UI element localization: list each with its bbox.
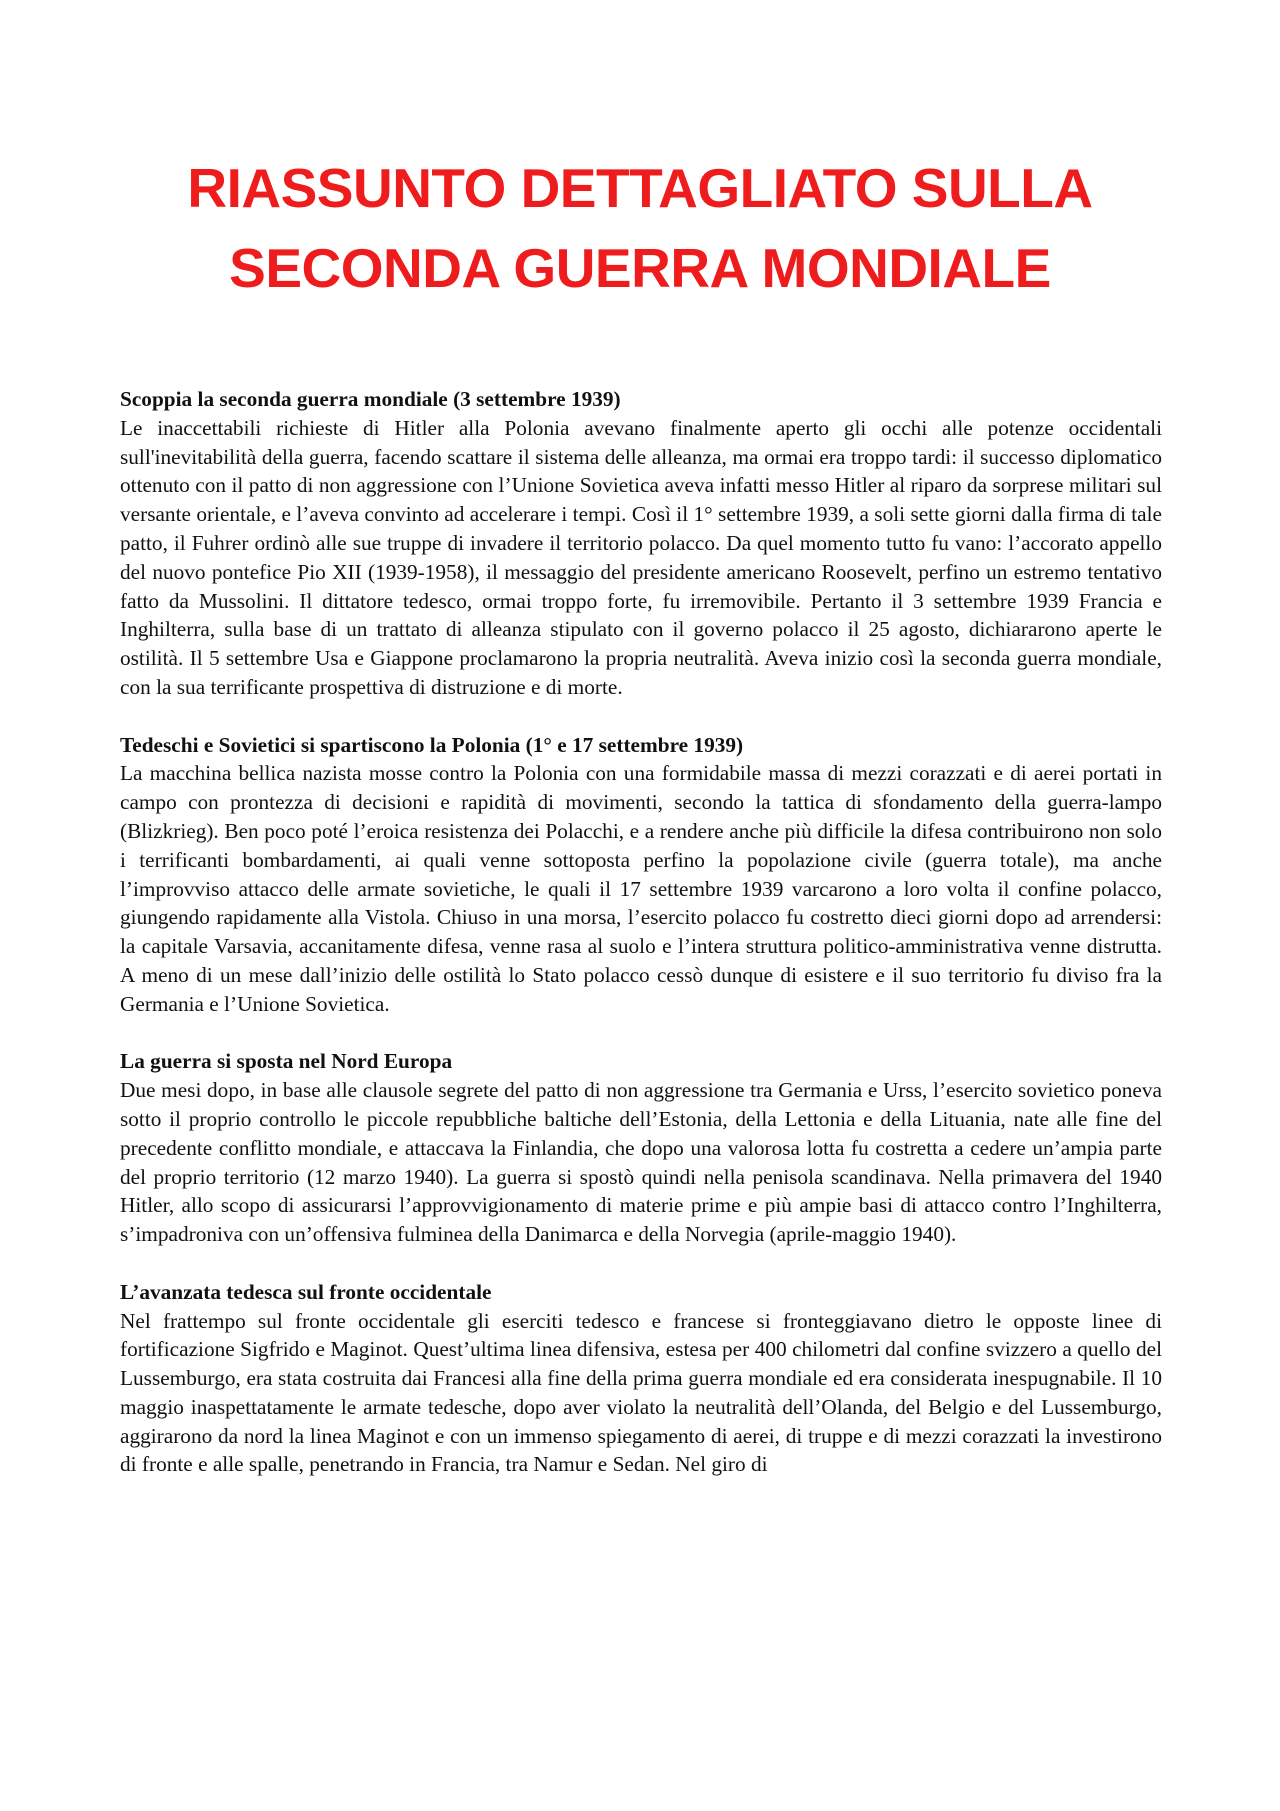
title-line-2: SECONDA GUERRA MONDIALE — [229, 237, 1051, 299]
section-paragraph: La macchina bellica nazista mosse contro la Polonia con una formidabile massa di mezzi corazzati e di aerei portati in campo con prontezza di decisioni e rapidità di movimenti, secondo la tattica di sfondamento della guerra-lampo (Blizkrieg). Ben poco poté l’eroica resistenza dei Polacchi, e a rendere anche più difficile la difesa contribuirono non solo i terrificanti bombardamenti, ai quali venne sottoposta perfino la popolazione civile (guerra totale), ma anche l’improvviso attacco delle armate sovietiche, le quali il 17 settembre 1939 varcarono a loro volta il confine polacco, giungendo rapidamente alla Vistola. Chiuso in una morsa, l’esercito polacco fu costretto dieci giorni dopo ad arrendersi: la capitale Varsavia, accanitamente difesa, venne rasa al suolo e l’intera struttura politico-amministrativa venne distrutta. A meno di un mese dall’inizio delle ostilità lo Stato polacco cessò dunque di esistere e il suo territorio fu diviso fra la Germania e l’Unione Sovietica. — [120, 761, 1162, 1016]
document-title — [100, 148, 1180, 308]
section-heading: La guerra si sposta nel Nord Europa — [120, 1049, 453, 1074]
section-outbreak — [120, 385, 1162, 702]
section-paragraph: Nel frattempo sul fronte occidentale gli eserciti tedesco e francese si fronteggiavano dietro le opposte linee di fortificazione Sigfrido e Maginot. Quest’ultima linea difensiva, estesa per 400 chilometri dal confine svizzero a quello del Lussemburgo, era stata costruita dai Francesi alla fine della prima guerra mondiale ed era considerata inespugnabile. Il 10 maggio inaspettatamente le armate tedesche, dopo aver violato la neutralità dell’Olanda, del Belgio e del Lussemburgo, aggirarono da nord la linea Maginot e con un immenso spiegamento di aerei, di truppe e di mezzi corazzati la investirono di fronte e alle spalle, penetrando in Francia, tra Namur e Sedan. Nel giro di — [120, 1308, 1162, 1477]
section-western-front — [120, 1278, 1162, 1480]
section-heading: Tedeschi e Sovietici si spartiscono la Polonia (1° e 17 settembre 1939) — [120, 732, 744, 757]
document-body — [120, 385, 1162, 1508]
section-paragraph: Le inaccettabili richieste di Hitler alla Polonia avevano finalmente aperto gli occhi alle potenze occidentali sull'inevitabilità della guerra, facendo scattare il sistema delle alleanza, ma ormai era troppo tardi: il successo diplomatico ottenuto con il patto di non aggressione con l’Unione Sovietica aveva infatti messo Hitler al riparo da sorprese militari sul versante orientale, e l’aveva convinto ad accelerare i tempi. Così il 1° settembre 1939, a soli sette giorni dalla firma di tale patto, il Fuhrer ordinò alle sue truppe di invadere il territorio polacco. Da quel momento tutto fu vano: l’accorato appello del nuovo pontefice Pio XII (1939-1958), il messaggio del presidente americano Roosevelt, perfino un estremo tentativo fatto da Mussolini. Il dittatore tedesco, ormai troppo forte, fu irremovibile. Pertanto il 3 settembre 1939 Francia e Inghilterra, sulla base di un trattato di alleanza stipulato con il governo polacco il 25 agosto, dichiararono aperte le ostilità. Il 5 settembre Usa e Giappone proclamarono la propria neutralità. Aveva inizio così la seconda guerra mondiale, con la sua terrificante prospettiva di distruzione e di morte. — [120, 415, 1162, 699]
section-heading: L’avanzata tedesca sul fronte occidentale — [120, 1279, 492, 1304]
section-heading: Scoppia la seconda guerra mondiale (3 settembre 1939) — [120, 387, 621, 411]
section-poland-partition — [120, 731, 1162, 1019]
section-north-europe — [120, 1047, 1162, 1249]
section-paragraph: Due mesi dopo, in base alle clausole segrete del patto di non aggressione tra Germania e Urss, l’esercito sovietico poneva sotto il proprio controllo le piccole repubbliche baltiche dell’Estonia, della Lettonia e della Lituania, nate alle fine del precedente conflitto mondiale, e attaccava la Finlandia, che dopo una valorosa lotta fu costretta a cedere un’ampia parte del proprio territorio (12 marzo 1940). La guerra si spostò quindi nella penisola scandinava. Nella primavera del 1940 Hitler, allo scopo di assicurarsi l’approvvigionamento di materie prime e più ampie basi di attacco contro l’Inghilterra, s’impadroniva con un’offensiva fulminea della Danimarca e della Norvegia (aprile-maggio 1940). — [120, 1078, 1162, 1247]
title-line-1: RIASSUNTO DETTAGLIATO SULLA — [187, 157, 1093, 219]
